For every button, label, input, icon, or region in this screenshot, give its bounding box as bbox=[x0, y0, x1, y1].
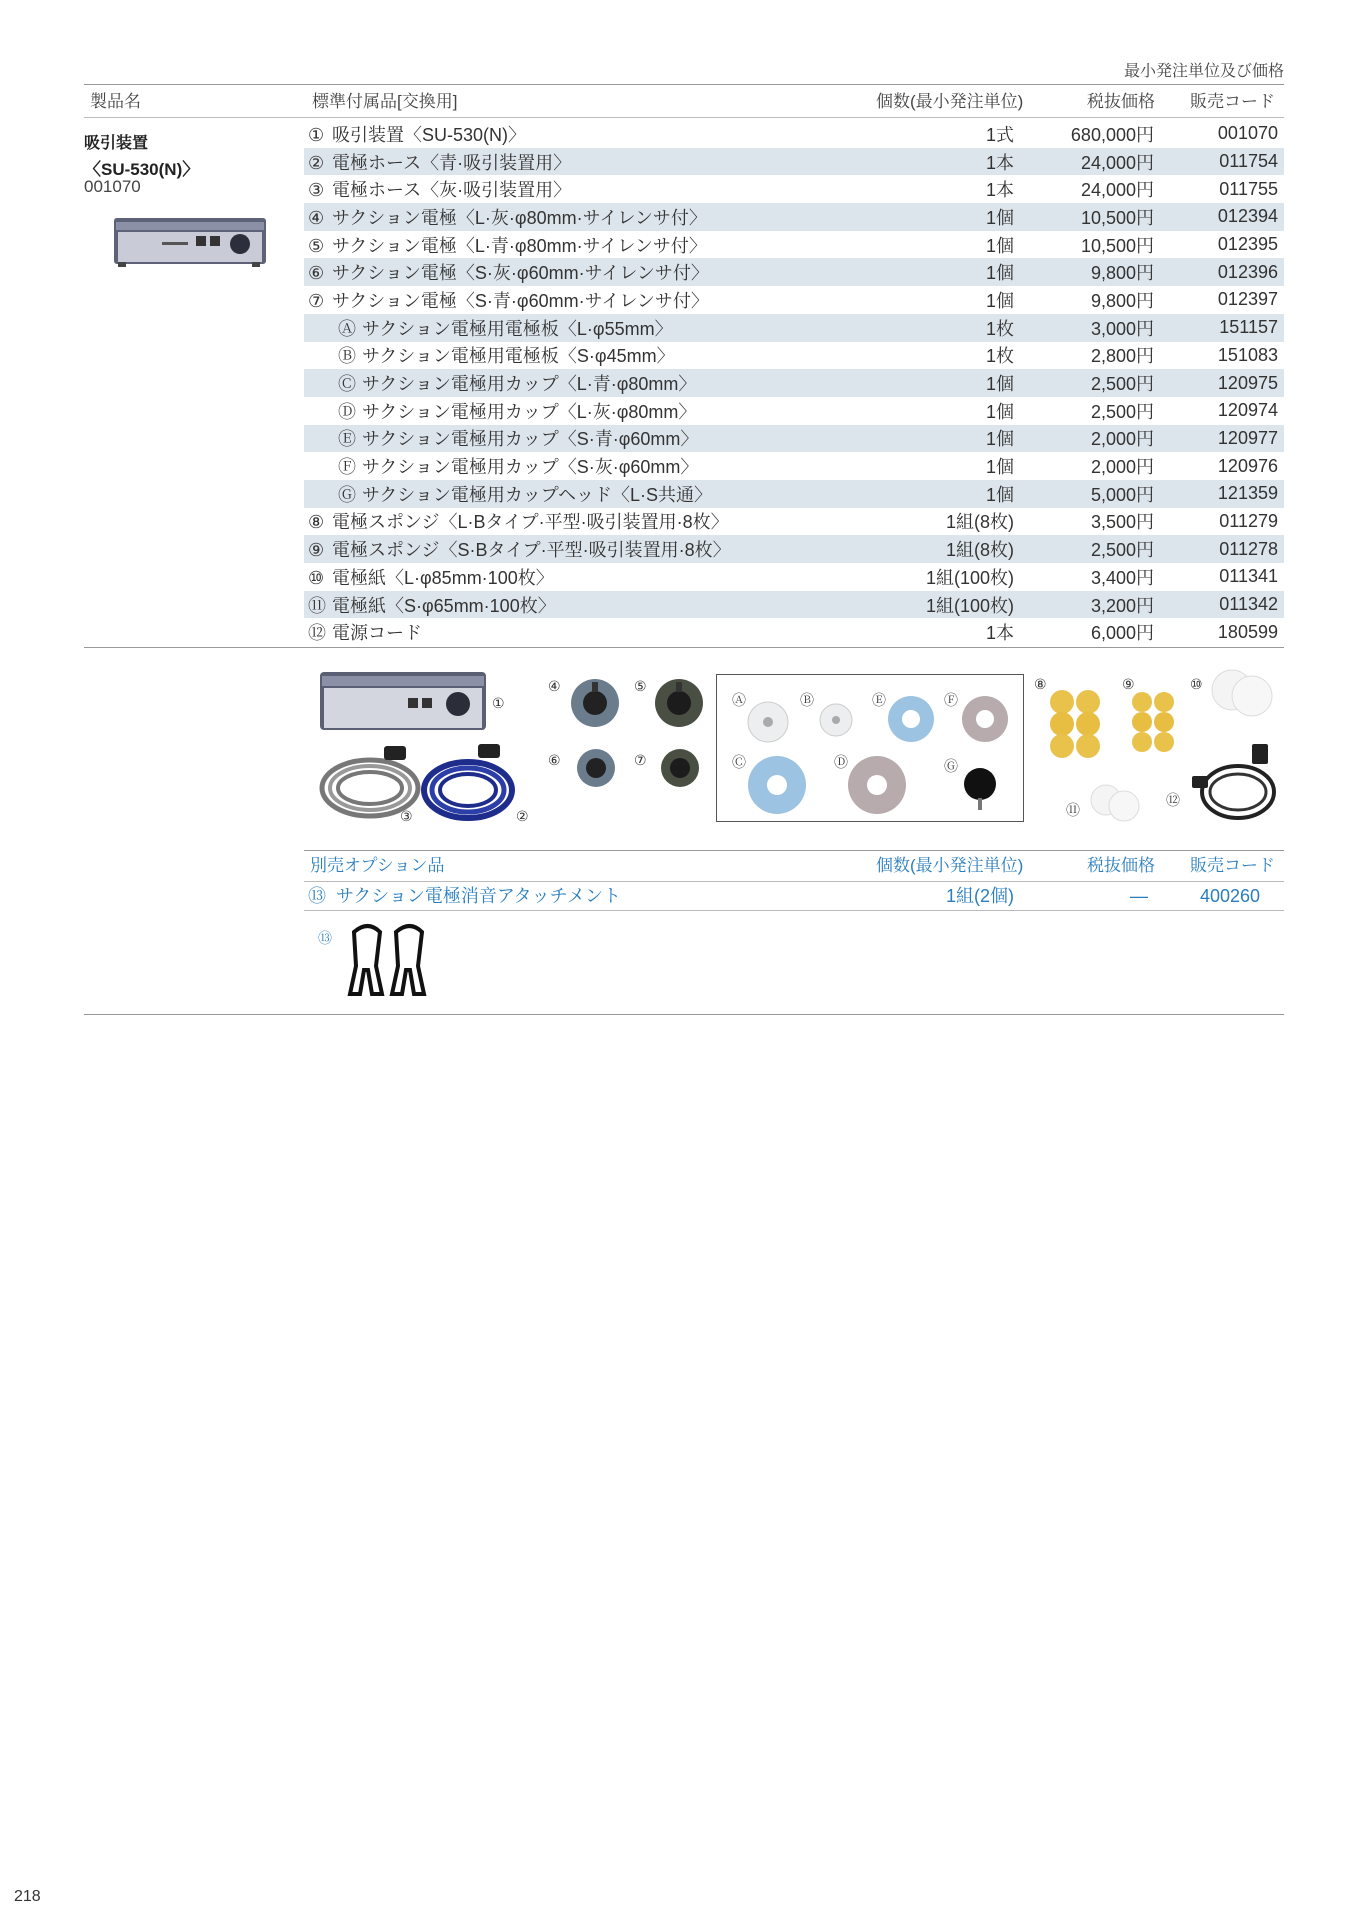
callout-8: ⑧ bbox=[1034, 676, 1047, 692]
table-row bbox=[304, 480, 1284, 508]
item-label bbox=[308, 485, 712, 505]
callout-2: ② bbox=[516, 808, 529, 824]
item-mark: ⑤ bbox=[308, 235, 325, 256]
item-code: 011341 bbox=[1219, 566, 1278, 587]
page-number: 218 bbox=[14, 1888, 41, 1905]
callout-11: ⑪ bbox=[1066, 802, 1080, 818]
electrode-paper-S-image bbox=[1088, 782, 1144, 826]
table-row bbox=[304, 618, 1284, 646]
item-mark: ⑨ bbox=[308, 540, 325, 561]
item-qty: 1個 bbox=[985, 401, 1014, 422]
item-qty: 1個 bbox=[788, 425, 1022, 453]
item-mark: Ⓒ bbox=[338, 374, 356, 395]
callout-12: ⑫ bbox=[1166, 792, 1180, 808]
callout-D: Ⓓ bbox=[834, 754, 848, 770]
table-row bbox=[304, 452, 1284, 480]
item-label bbox=[308, 402, 696, 422]
item-price: 24,000円 bbox=[1022, 148, 1156, 176]
callout-10: ⑩ bbox=[1190, 676, 1203, 692]
cup-D-image bbox=[846, 754, 908, 816]
item-label bbox=[308, 153, 571, 173]
header-bottom-rule bbox=[84, 117, 1284, 118]
table-row bbox=[304, 175, 1284, 203]
table-row bbox=[304, 148, 1284, 176]
item-label bbox=[308, 512, 729, 532]
item-name: 電源コード bbox=[332, 623, 422, 644]
item-mark: ⑦ bbox=[308, 290, 325, 311]
option-price: — bbox=[1130, 886, 1148, 906]
item-name: サクション電極〈L·灰·φ80mm·サイレンサ付〉 bbox=[332, 207, 707, 228]
item-name: サクション電極用カップ〈L·灰·φ80mm〉 bbox=[362, 401, 697, 422]
callout-7: ⑦ bbox=[634, 752, 647, 768]
item-label bbox=[308, 236, 707, 256]
callout-13: ⑬ bbox=[318, 930, 332, 946]
item-label bbox=[308, 180, 571, 200]
item-mark: ⑩ bbox=[308, 567, 325, 588]
item-qty: 1組(100枚) bbox=[788, 591, 1022, 619]
item-mark: ① bbox=[308, 124, 325, 145]
table-row bbox=[304, 231, 1284, 259]
item-code: 120975 bbox=[1156, 369, 1284, 397]
product-code: 001070 bbox=[84, 177, 141, 196]
item-name: 電極スポンジ〈L·Bタイプ·平型·吸引装置用·8枚〉 bbox=[332, 512, 729, 533]
item-code: 001070 bbox=[1217, 123, 1278, 144]
item-name-cell bbox=[304, 618, 788, 646]
cup-C-image bbox=[746, 754, 808, 816]
option-qty: 1組(2個) bbox=[946, 886, 1015, 906]
item-name-cell bbox=[304, 535, 788, 563]
power-cord-image bbox=[1186, 740, 1280, 826]
item-label bbox=[308, 457, 698, 477]
header-price: 税抜価格 bbox=[1087, 92, 1155, 111]
options-header-qty: 個数(最小発注単位) bbox=[876, 856, 1024, 875]
item-price: 9,800円 bbox=[1022, 258, 1156, 286]
sponge-S-image bbox=[1128, 692, 1186, 764]
table-row bbox=[304, 342, 1284, 370]
item-label bbox=[308, 623, 422, 643]
item-name-cell bbox=[304, 258, 788, 286]
table-row bbox=[304, 203, 1284, 231]
item-name: サクション電極用カップ〈S·青·φ60mm〉 bbox=[362, 429, 699, 450]
callout-C: Ⓒ bbox=[732, 754, 746, 770]
item-mark: Ⓔ bbox=[338, 429, 356, 450]
table-bottom-rule bbox=[84, 647, 1284, 648]
table-row bbox=[304, 508, 1284, 536]
item-label bbox=[308, 374, 696, 394]
suction-electrode-4-image bbox=[570, 678, 620, 728]
option-code: 400260 bbox=[1200, 886, 1261, 906]
item-price: 680,000円 bbox=[1070, 124, 1154, 145]
item-price: 5,000円 bbox=[1022, 480, 1156, 508]
item-name-cell bbox=[304, 508, 788, 536]
item-label bbox=[308, 540, 731, 560]
item-name-cell bbox=[304, 397, 788, 425]
item-price: 3,000円 bbox=[1022, 314, 1156, 342]
item-qty: 1本 bbox=[985, 180, 1014, 201]
item-name-cell bbox=[304, 286, 788, 314]
item-price: 10,500円 bbox=[1080, 235, 1154, 256]
header-code: 販売コード bbox=[1190, 92, 1275, 111]
item-price: 2,500円 bbox=[1090, 401, 1154, 422]
table-row bbox=[304, 286, 1284, 314]
item-mark: Ⓕ bbox=[338, 457, 356, 478]
item-name: サクション電極〈S·灰·φ60mm·サイレンサ付〉 bbox=[332, 263, 709, 284]
item-mark: ③ bbox=[308, 180, 325, 201]
silencer-attachment-image bbox=[346, 920, 436, 1000]
item-price: 6,000円 bbox=[1090, 623, 1154, 644]
item-label bbox=[308, 319, 673, 339]
item-name: サクション電極用カップ〈L·青·φ80mm〉 bbox=[362, 374, 697, 395]
callout-B: Ⓑ bbox=[800, 692, 814, 708]
item-mark: Ⓑ bbox=[338, 346, 356, 367]
item-name: 電極紙〈S·φ65mm·100枚〉 bbox=[332, 595, 556, 616]
option-name: サクション電極消音アタッチメント bbox=[336, 886, 621, 906]
table-row bbox=[304, 120, 1284, 148]
item-code: 012395 bbox=[1217, 234, 1278, 255]
item-price: 2,000円 bbox=[1090, 457, 1154, 478]
item-qty: 1本 bbox=[985, 623, 1014, 644]
electrode-plate-A-image bbox=[746, 700, 790, 744]
item-name: 電極ホース〈灰·吸引装置用〉 bbox=[332, 180, 572, 201]
item-mark: ⑫ bbox=[308, 623, 326, 644]
electrode-plate-B-image bbox=[818, 702, 854, 738]
item-name-cell bbox=[304, 369, 788, 397]
item-code: 011754 bbox=[1156, 148, 1284, 176]
item-price: 3,500円 bbox=[1090, 512, 1154, 533]
callout-G: Ⓖ bbox=[944, 758, 958, 774]
item-label bbox=[308, 125, 526, 145]
item-code: 011755 bbox=[1219, 178, 1278, 199]
table-row bbox=[304, 314, 1284, 342]
item-qty: 1組(8枚) bbox=[788, 535, 1022, 563]
item-price: 2,800円 bbox=[1090, 346, 1154, 367]
item-name-cell bbox=[304, 591, 788, 619]
item-name-cell bbox=[304, 175, 788, 203]
suction-device-image bbox=[110, 208, 270, 270]
callout-4: ④ bbox=[548, 678, 561, 694]
header-accessories: 標準付属品[交換用] bbox=[312, 92, 458, 111]
option-mark: ⑬ bbox=[308, 886, 326, 906]
callout-1: ① bbox=[492, 695, 505, 711]
item-name-cell bbox=[304, 452, 788, 480]
item-label bbox=[308, 596, 556, 616]
options-bottom-rule bbox=[304, 910, 1284, 911]
item-name: サクション電極用カップ〈S·灰·φ60mm〉 bbox=[362, 457, 699, 478]
item-code: 121359 bbox=[1156, 480, 1284, 508]
product-model: 〈SU-530(N)〉 bbox=[84, 160, 200, 179]
table-row bbox=[304, 563, 1284, 591]
item-code: 012396 bbox=[1156, 258, 1284, 286]
cup-F-image bbox=[960, 694, 1010, 744]
item-name: サクション電極用カップヘッド〈L·S共通〉 bbox=[362, 484, 713, 505]
item-name-cell bbox=[304, 342, 788, 370]
table-row bbox=[304, 397, 1284, 425]
item-mark: Ⓓ bbox=[338, 401, 356, 422]
item-qty: 1式 bbox=[985, 124, 1014, 145]
item-name-cell bbox=[304, 203, 788, 231]
table-row bbox=[304, 258, 1284, 286]
header-product: 製品名 bbox=[90, 92, 141, 111]
item-code: 120976 bbox=[1217, 455, 1278, 476]
item-price: 3,400円 bbox=[1090, 567, 1154, 588]
suction-device-image-large bbox=[318, 666, 490, 736]
callout-E: Ⓔ bbox=[872, 692, 886, 708]
item-name-cell bbox=[304, 148, 788, 176]
item-code: 012394 bbox=[1156, 203, 1284, 231]
callout-9: ⑨ bbox=[1122, 676, 1135, 692]
electrode-hose-blue-image bbox=[416, 742, 520, 826]
item-qty: 1組(8枚) bbox=[945, 512, 1014, 533]
callout-3: ③ bbox=[400, 808, 413, 824]
options-header-price: 税抜価格 bbox=[1087, 856, 1155, 875]
suction-electrode-5-image bbox=[654, 678, 704, 728]
accessories-table bbox=[304, 120, 1284, 646]
callout-F: Ⓕ bbox=[944, 692, 958, 708]
item-name: 電極スポンジ〈S·Bタイプ·平型·吸引装置用·8枚〉 bbox=[332, 540, 731, 561]
header-qty: 個数(最小発注単位) bbox=[876, 92, 1024, 111]
cup-head-G-image bbox=[960, 766, 1000, 814]
options-top-rule bbox=[304, 850, 1284, 851]
item-name: サクション電極〈L·青·φ80mm·サイレンサ付〉 bbox=[332, 235, 707, 256]
item-price: 3,200円 bbox=[1022, 591, 1156, 619]
item-name-cell bbox=[304, 314, 788, 342]
item-price: 2,500円 bbox=[1022, 535, 1156, 563]
options-title: 別売オプション品 bbox=[310, 856, 445, 875]
item-qty: 1組(100枚) bbox=[925, 567, 1014, 588]
electrode-paper-L-image bbox=[1208, 668, 1280, 720]
item-mark: ⑪ bbox=[308, 595, 326, 616]
item-label bbox=[308, 291, 709, 311]
cup-E-image bbox=[886, 694, 936, 744]
callout-6: ⑥ bbox=[548, 752, 561, 768]
item-name: 電極ホース〈青·吸引装置用〉 bbox=[332, 152, 572, 173]
options-header-code: 販売コード bbox=[1190, 856, 1275, 875]
item-name-cell bbox=[304, 120, 788, 148]
table-row bbox=[304, 369, 1284, 397]
item-label bbox=[308, 263, 709, 283]
item-name: 電極紙〈L·φ85mm·100枚〉 bbox=[332, 567, 554, 588]
callout-A: Ⓐ bbox=[732, 692, 746, 708]
item-qty: 1個 bbox=[788, 480, 1022, 508]
item-code: 120977 bbox=[1156, 425, 1284, 453]
item-name: サクション電極用電極板〈L·φ55mm〉 bbox=[362, 318, 673, 339]
item-price: 24,000円 bbox=[1080, 180, 1154, 201]
item-price: 10,500円 bbox=[1022, 203, 1156, 231]
item-label bbox=[308, 208, 707, 228]
item-mark: Ⓐ bbox=[338, 318, 356, 339]
item-name-cell bbox=[304, 480, 788, 508]
table-row bbox=[304, 425, 1284, 453]
item-price: 9,800円 bbox=[1090, 290, 1154, 311]
item-qty: 1個 bbox=[788, 203, 1022, 231]
item-qty: 1個 bbox=[985, 457, 1014, 478]
item-code: 011279 bbox=[1219, 510, 1278, 531]
item-qty: 1本 bbox=[788, 148, 1022, 176]
item-qty: 1個 bbox=[788, 258, 1022, 286]
item-name: サクション電極用電極板〈S·φ45mm〉 bbox=[362, 346, 675, 367]
item-mark: ④ bbox=[308, 207, 325, 228]
sponge-L-image bbox=[1044, 690, 1112, 770]
section-bottom-rule bbox=[84, 1014, 1284, 1015]
item-label bbox=[308, 429, 698, 449]
item-code: 120974 bbox=[1217, 400, 1278, 421]
item-mark: Ⓖ bbox=[338, 484, 356, 505]
item-name-cell bbox=[304, 231, 788, 259]
header-top-rule bbox=[84, 84, 1284, 85]
item-name-cell bbox=[304, 563, 788, 591]
item-name: サクション電極〈S·青·φ60mm·サイレンサ付〉 bbox=[332, 290, 709, 311]
table-row bbox=[304, 591, 1284, 619]
suction-electrode-6-image bbox=[576, 748, 616, 788]
item-price: 2,500円 bbox=[1022, 369, 1156, 397]
item-qty: 1個 bbox=[985, 290, 1014, 311]
item-mark: ② bbox=[308, 152, 325, 173]
item-label bbox=[308, 568, 554, 588]
item-name-cell bbox=[304, 425, 788, 453]
item-code: 012397 bbox=[1217, 289, 1278, 310]
order-unit-note: 最小発注単位及び価格 bbox=[1123, 63, 1284, 80]
item-qty: 1個 bbox=[985, 235, 1014, 256]
item-price: 2,000円 bbox=[1022, 425, 1156, 453]
item-code: 151157 bbox=[1156, 314, 1284, 342]
item-qty: 1枚 bbox=[985, 346, 1014, 367]
item-code: 011278 bbox=[1156, 535, 1284, 563]
product-name: 吸引装置 bbox=[84, 135, 149, 152]
item-code: 011342 bbox=[1156, 591, 1284, 619]
item-mark: ⑧ bbox=[308, 512, 325, 533]
table-row bbox=[304, 535, 1284, 563]
suction-electrode-7-image bbox=[660, 748, 700, 788]
item-mark: ⑥ bbox=[308, 263, 325, 284]
callout-5: ⑤ bbox=[634, 678, 647, 694]
item-label bbox=[308, 346, 675, 366]
item-qty: 1枚 bbox=[788, 314, 1022, 342]
item-qty: 1個 bbox=[788, 369, 1022, 397]
item-name: 吸引装置〈SU-530(N)〉 bbox=[332, 124, 527, 145]
item-code: 151083 bbox=[1217, 344, 1278, 365]
item-code: 180599 bbox=[1217, 621, 1278, 642]
